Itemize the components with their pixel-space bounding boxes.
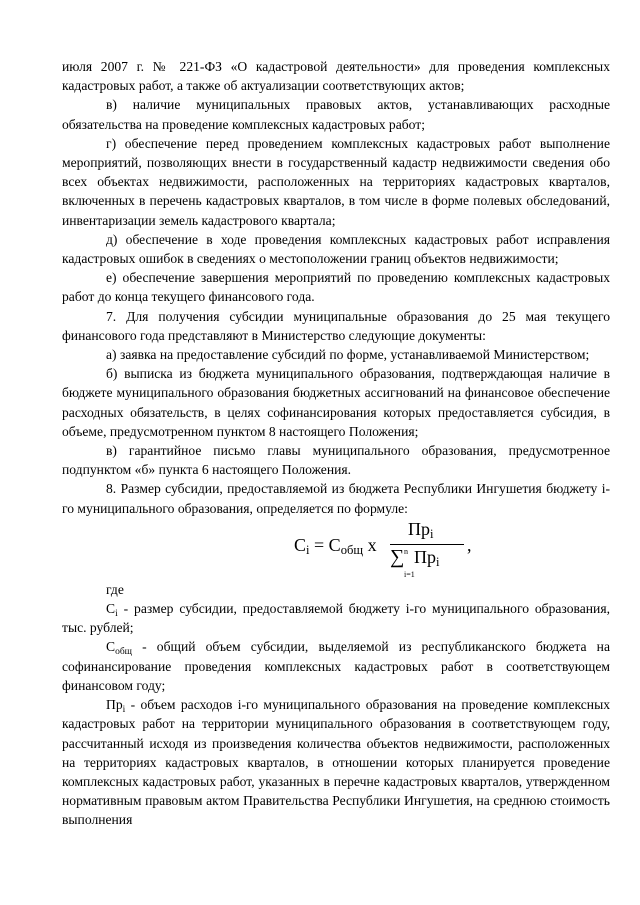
- formula-comma: ,: [467, 534, 472, 555]
- definition-pri-symbol: Пр: [106, 697, 123, 713]
- formula-sum-upper: n: [404, 546, 408, 556]
- definition-ci-index: i: [115, 609, 118, 620]
- definition-cobsh-text: - общий объем субсидии, выделяемой из республиканского бюджета на софинансирование проведения комплексных кадастровых работ в соответствующем финансовом году;: [62, 639, 610, 693]
- formula-sum-lower: i=1: [404, 569, 415, 579]
- formula-sum-sign: ∑: [390, 545, 405, 568]
- definition-cobsh: [62, 637, 610, 695]
- paragraph-item-d: д) обеспечение в ходе проведения комплексных кадастровых работ исправления кадастровых ошибок в сведениях о местоположении границ объектов недвижимости;: [62, 231, 610, 267]
- formula-denominator: [390, 545, 440, 579]
- where-label: где: [106, 581, 124, 597]
- formula-times: x: [367, 534, 377, 555]
- formula-denominator-term: [414, 548, 440, 567]
- subsidy-formula: [62, 518, 610, 580]
- paragraph-item-v: в) наличие муниципальных правовых актов, устанавливающих расходные обязательства на проведение комплексных кадастровых работ;: [62, 97, 610, 132]
- definition-cobsh-index: общ: [115, 647, 133, 658]
- definition-ci-symbol: C: [106, 601, 116, 617]
- formula-denominator-symbol: Пр: [414, 546, 436, 567]
- formula-numerator-symbol: Пр: [408, 518, 430, 539]
- paragraph-continuation: июля 2007 г. № 221-ФЗ «О кадастровой деятельности» для проведения комплексных кадастровых работ, а также об актуализации соответствующих актов;: [62, 59, 610, 94]
- formula-total-index: общ: [340, 542, 364, 557]
- paragraph-section-8: 8. Размер субсидии, предоставляемой из бюджета Республики Ингушетия бюджету i-го муниципального образования, определяется по формуле:: [62, 481, 610, 516]
- formula-fraction-bar: [390, 544, 464, 545]
- formula-lhs-index: i: [306, 542, 310, 557]
- paragraph-item-e: е) обеспечение завершения мероприятий по проведению комплексных кадастровых работ до конца текущего финансового года.: [62, 270, 610, 305]
- document-body: [62, 57, 610, 830]
- paragraph-item-v2: в) гарантийное письмо главы муниципального образования, предусмотренное подпунктом «б» пункта 6 настоящего Положения.: [62, 443, 610, 478]
- formula-numerator-index: i: [430, 526, 434, 541]
- paragraph-item-g: г) обеспечение перед проведением комплексных кадастровых работ выполнение мероприятий, позволяющих внести в государственный кадастр недвижимости сведения обо всех объектах недвижимости, расположенных на территориях кадастровых кварталов, включенных в перечень кадастровых кварталов, в том числе в форме полевых обследований, инвентаризации земель кадастрового квартала;: [62, 135, 610, 228]
- definition-pri-index: i: [122, 705, 126, 716]
- definition-ci-text: - размер субсидии, предоставляемой бюджету i-го муниципального образования, тыс. рублей;: [62, 601, 610, 636]
- formula-left-side: [294, 536, 377, 555]
- formula-denominator-index: i: [436, 554, 440, 569]
- definition-pri-text: - объем расходов i-го муниципального образования на проведение комплексных кадастровых работ на территории муниципального образования в соответствующем году, рассчитанный исходя из произведения количества объектов недвижимости, расположенных на территориях кадастровых кварталов, в отношении которых планируется проведение комплексных кадастровых работ, указанных в перечне кадастровых кварталов, утвержденном нормативным правовым актом Правительства Республики Ингушетия, на среднюю стоимость выполнения: [62, 697, 610, 828]
- formula-equals: =: [314, 534, 325, 555]
- paragraph-item-b: б) выписка из бюджета муниципального образования, подтверждающая наличие в бюджете муниципального образования бюджетных ассигнований на финансовое обеспечение расходных обязательств, в целях софинансирования которых предоставляется субсидия, в объеме, предусмотренном пунктом 8 настоящего Положения;: [62, 366, 610, 439]
- formula-lhs-symbol: C: [294, 534, 307, 555]
- definition-pri: [62, 695, 610, 829]
- definition-ci: [62, 599, 610, 637]
- formula-total-symbol: C: [328, 534, 341, 555]
- paragraph-section-7: 7. Для получения субсидии муниципальные образования до 25 мая текущего финансового года представляют в Министерство следующие документы:: [62, 308, 610, 343]
- definition-cobsh-symbol: C: [106, 639, 116, 655]
- formula-numerator: [408, 520, 434, 539]
- paragraph-item-a: а) заявка на предоставление субсидий по форме, устанавливаемой Министерством;: [106, 347, 590, 363]
